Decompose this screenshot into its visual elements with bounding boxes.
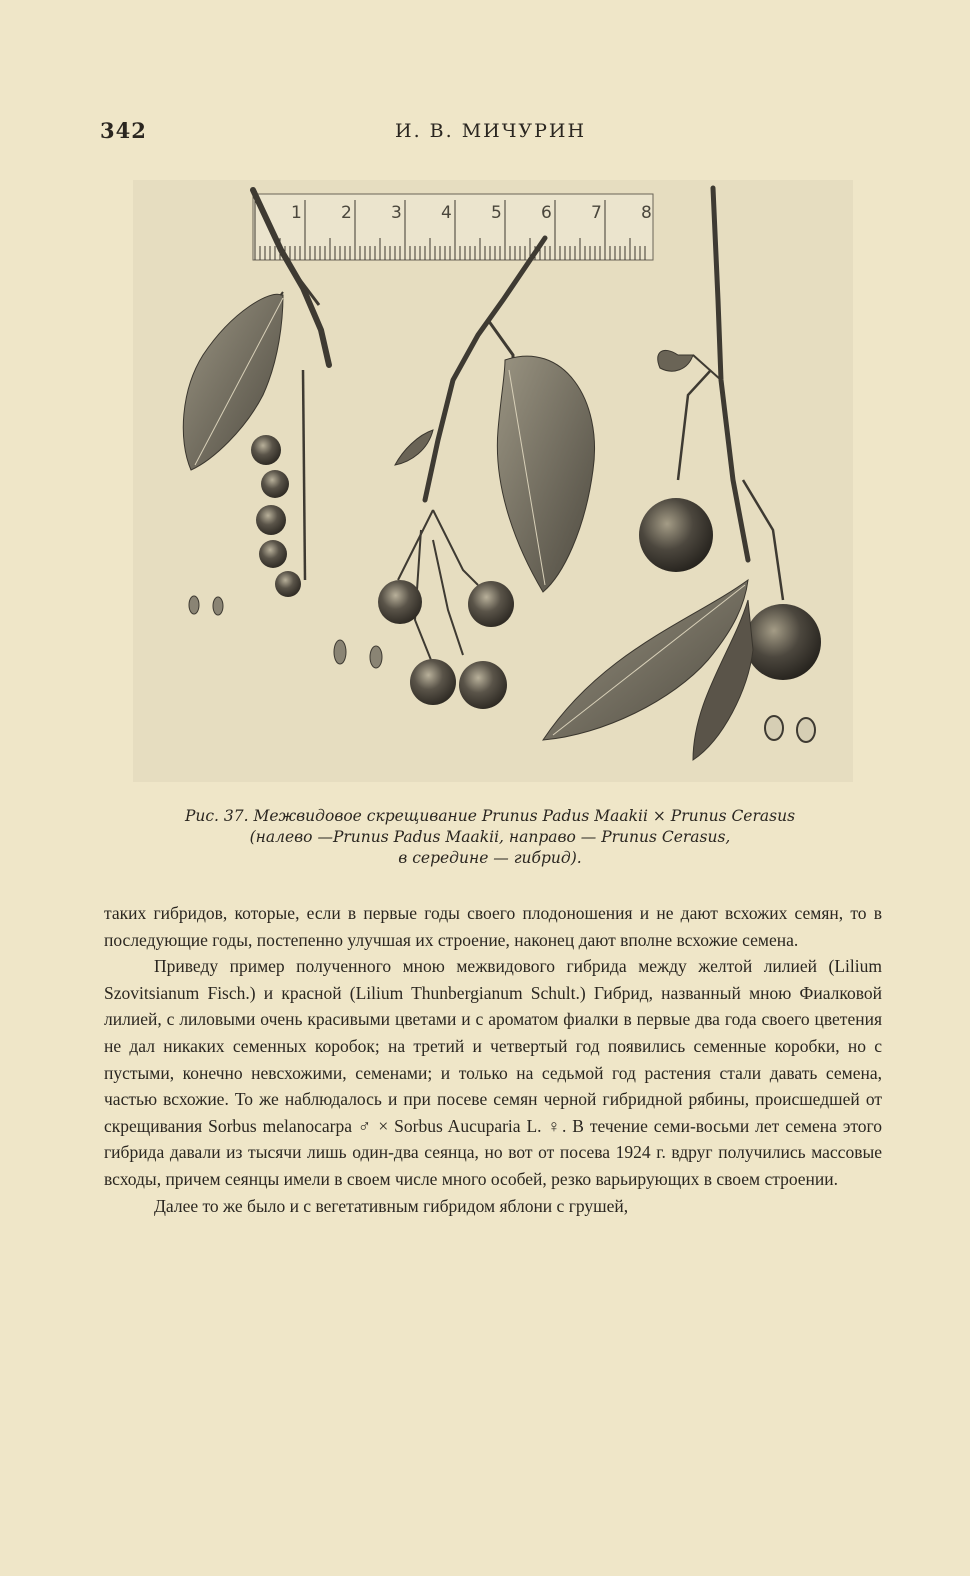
caption-line: в середине — гибрид).	[398, 849, 582, 867]
paragraph: Приведу пример полученного мною межвидового гибрида между желтой лилией (Lilium Szovitsianum Fisch.) и красной (Lilium Thunbergianum Schult.) Гибрид, названный мною Фиалковой лилией, с лиловыми очень красивыми цветами и с ароматом фиалки в первые два года своего цветения не дал никаких семенных коробок; на третий и четвертый год появились семенные коробки, но с пустыми, конечно невсхожими, семенами; и только на седьмой год растения стали давать семена, частью всхожие. То же наблюдалось и при посеве семян черной гибридной рябины, происшедшей от скрещивания Sorbus melanocarpa ♂ × Sorbus Aucuparia L. ♀. В течение семи-восьми лет семена этого гибрида давали из тысячи лишь один-два сеянца, но вот от посева 1924 г. вдруг получились массовые всходы, причем сеянцы имели в своем числе много особей, резко варьирующих в своем строении.	[104, 956, 882, 1189]
body-text	[104, 900, 882, 1219]
ruler-number: 6	[541, 203, 552, 223]
paragraph: таких гибридов, которые, если в первые годы своего плодоношения и не дают всхожих семян, то в последующие годы, постепенно улучшая их строение, наконец дают вполне всхожие семена.	[104, 903, 882, 950]
middle-branch	[334, 238, 595, 709]
page-number: 342	[100, 118, 147, 143]
ruler-number: 3	[391, 203, 402, 223]
running-head: И. В. МИЧУРИН	[395, 120, 587, 142]
caption-line: Рис. 37. Межвидовое скрещивание Prunus Padus Maakii × Prunus Cerasus	[184, 807, 796, 825]
paragraph: Далее то же было и с вегетативным гибридом яблони с грушей,	[154, 1195, 629, 1216]
ruler-number: 5	[491, 203, 502, 223]
ruler-number: 4	[441, 203, 452, 223]
ruler-number: 1	[291, 203, 302, 223]
ruler-number: 2	[341, 203, 352, 223]
caption-line: (налево —Prunus Padus Maakii, направо — Prunus Cerasus,	[249, 828, 731, 846]
figure-illustration	[133, 180, 853, 782]
ruler	[253, 194, 653, 260]
figure-caption	[120, 806, 860, 869]
ruler-number: 7	[591, 203, 602, 223]
ruler-number: 8	[641, 203, 652, 223]
